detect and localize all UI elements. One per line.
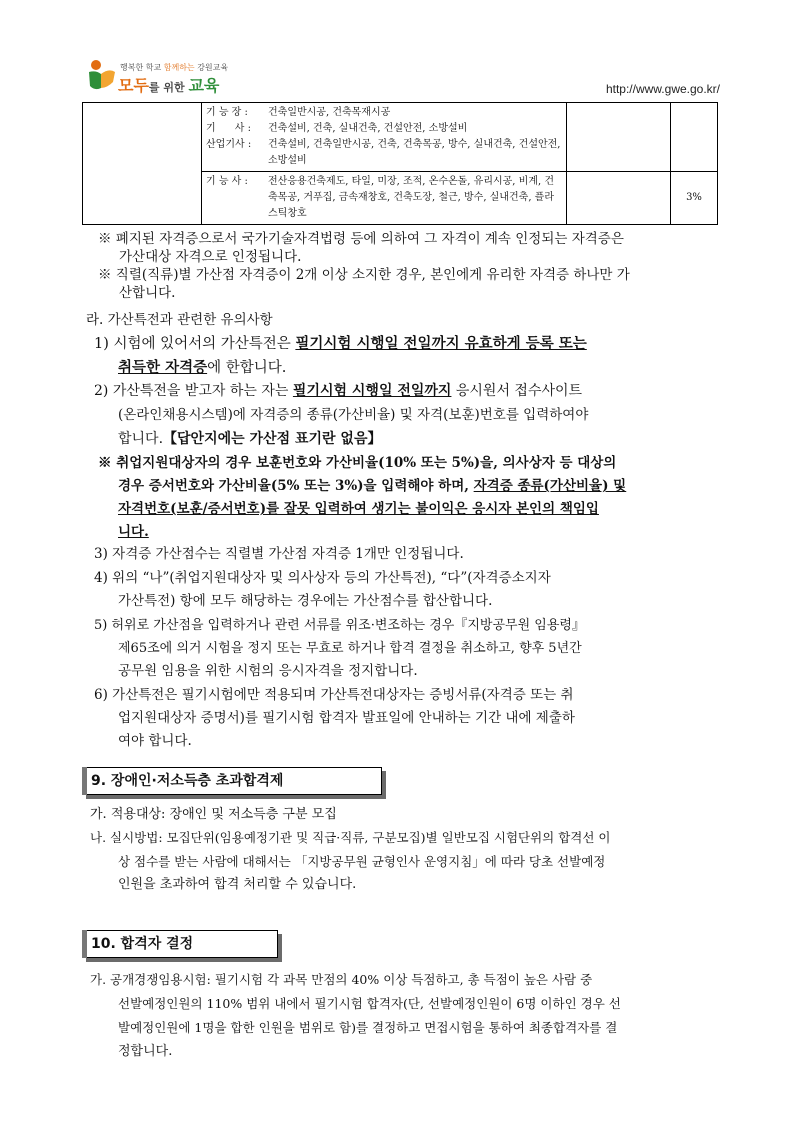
ra-item-2-cont2: 합니다.【답안지에는 가산점 표기란 없음】 [118, 431, 382, 447]
ra-item-4-cont: 가산특전) 항에 모두 해당하는 경우에는 가산점수를 합산합니다. [118, 593, 493, 609]
ra-item-2: 2) 가산특전을 받고자 하는 자는 필기시험 시행일 전일까지 응시원서 접수사이트 [94, 383, 583, 399]
heading-accent [82, 767, 87, 795]
table-cell-percent: 3% [671, 172, 718, 225]
note-1-cont: 가산대상 자격으로 인정됩니다. [119, 249, 302, 265]
sec9-na-cont2: 인원을 초과하여 합격 처리할 수 있습니다. [118, 877, 357, 892]
table-cell: 기 능 사 : 전산응용건축제도, 타일, 미장, 조적, 온수온돌, 유리시공, 비계, 건축목공, 거푸집, 금속재창호, 건축도장, 철근, 방수, 실내건축, 플라스틱창호 [202, 172, 567, 225]
site-url[interactable]: http://www.gwe.go.kr/ [605, 82, 720, 96]
warning-line-2: 경우 증서번호와 가산비율(5% 또는 3%)을 입력해야 하며, 자격증 종류(가산비율) 및 [118, 478, 627, 494]
warning-line-1: ※ 취업지원대상자의 경우 보훈번호와 가산비율(10% 또는 5%)을, 의사상자 등 대상의 [98, 455, 617, 471]
table-cell: 기 능 장 : 건축일반시공, 건축목재시공 기 사 : 건축설비, 건축, 실내건축, 건설안전, 소방설비 산업기사 : 건축설비, 건축일반시공, 건축, 건축목공, 방수, 실내건축, 건설안전, 소방설비 [202, 103, 567, 172]
section-ra-title: 라. 가산특전과 관련한 유의사항 [86, 312, 273, 328]
ra-item-3: 3) 자격증 가산점수는 직렬별 가산점 자격증 1개만 인정됩니다. [94, 546, 464, 562]
note-2: ※ 직렬(직류)별 가산점 자격증이 2개 이상 소지한 경우, 본인에게 유리한 자격증 하나만 가 [98, 267, 630, 283]
ra-item-5-cont: 제65조에 의거 시험을 정지 또는 무효로 하거나 합격 결정을 취소하고, 향후 5년간 [118, 641, 582, 656]
logo-person-icon [87, 58, 117, 92]
table-cell [83, 103, 202, 225]
logo-slogan: 행복한 학교 함께하는 강원교육 [120, 63, 229, 72]
ra-item-6-cont: 업지원대상자 증명서)를 필기시험 합격자 발표일에 안내하는 기간 내에 제출하 [118, 710, 575, 726]
warning-line-4: 니다. [118, 524, 149, 540]
ra-item-5-cont2: 공무원 임용을 위한 시험의 응시자격을 정지합니다. [118, 663, 418, 679]
table-cell [671, 103, 718, 172]
heading-accent [82, 930, 87, 958]
sec10-ga-cont2: 발예정인원에 1명을 합한 인원을 범위로 함)를 결정하고 면접시험을 통하여 최종합격자를 결 [118, 1020, 618, 1035]
ra-item-2-cont: (온라인채용시스템)에 자격증의 종류(가산비율) 및 자격(보훈)번호를 입력하여야 [118, 407, 589, 423]
sec10-ga: 가. 공개경쟁임용시험: 필기시험 각 과목 만점의 40% 이상 득점하고, 총 득점이 높은 사람 중 [90, 972, 593, 987]
ra-item-6-cont2: 여야 합니다. [118, 733, 192, 749]
sec9-ga: 가. 적용대상: 장애인 및 저소득층 구분 모집 [90, 807, 337, 822]
sec9-na: 나. 실시방법: 모집단위(임용예정기관 및 직급·직류, 구분모집)별 일반모집 시험단위의 합격선 이 [90, 830, 611, 845]
section-10-heading: 10. 합격자 결정 [82, 930, 278, 958]
ra-item-1: 1) 시험에 있어서의 가산특전은 필기시험 시행일 전일까지 유효하게 등록 또는 [94, 335, 587, 352]
sec9-na-cont: 상 점수를 받는 사람에 대해서는 「지방공무원 균형인사 운영지침」에 따라 당초 선발예정 [118, 854, 606, 869]
table-cell [567, 103, 671, 172]
sec10-ga-cont: 선발예정인원의 110% 범위 내에서 필기시험 합격자(단, 선발예정인원이 6명 이하인 경우 선 [118, 996, 621, 1011]
warning-line-3: 자격번호(보훈/증서번호)를 잘못 입력하여 생기는 불이익은 응시자 본인의 책임입 [118, 501, 599, 517]
ra-item-1-cont: 취득한 자격증에 한합니다. [118, 359, 287, 376]
section-9-heading: 9. 장애인·저소득층 초과합격제 [82, 767, 382, 795]
logo-title: 모두를 위한 교육 [118, 76, 220, 95]
ra-item-6: 6) 가산특전은 필기시험에만 적용되며 가산특전대상자는 증빙서류(자격증 또는 취 [94, 687, 574, 703]
sec10-ga-cont3: 정합니다. [118, 1044, 173, 1059]
note-2-cont: 산합니다. [119, 285, 176, 301]
certificate-table [82, 102, 718, 225]
ra-item-5: 5) 허위로 가산점을 입력하거나 관련 서류를 위조·변조하는 경우『지방공무원 임용령』 [94, 618, 585, 633]
table-row [83, 103, 718, 172]
table-cell [567, 172, 671, 225]
note-1: ※ 폐지된 자격증으로서 국가기술자격법령 등에 의하여 그 자격이 계속 인정되는 자격증은 [98, 231, 624, 247]
ra-item-4: 4) 위의 “나”(취업지원대상자 및 의사상자 등의 가산특전), “다”(자격증소지자 [94, 570, 551, 586]
